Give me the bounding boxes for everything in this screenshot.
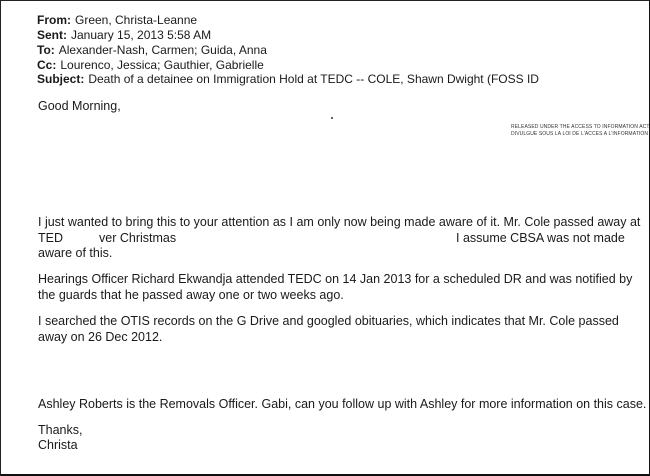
subject-value: Death of a detainee on Immigration Hold at TEDC -- COLE, Shawn Dwight (FOSS ID (88, 72, 539, 86)
paragraph-2-line-1: Hearings Officer Richard Ekwandja attended TEDC on 14 Jan 2013 for a scheduled DR and was notified by (38, 272, 633, 286)
paragraph-3-line-1: I searched the OTIS records on the G Drive and googled obituaries, which indicates that Mr. Cole passed (38, 314, 619, 328)
subject-label: Subject: (37, 72, 85, 86)
signature: Christa (38, 438, 78, 452)
to-value: Alexander-Nash, Carmen; Guida, Anna (58, 43, 267, 57)
cc-label: Cc: (37, 58, 57, 72)
paragraph-1-line-1: I just wanted to bring this to your attention as I am only now being made aware of it. Mr. Cole passed away at (38, 215, 641, 229)
paragraph-4: Ashley Roberts is the Removals Officer. Gabi, can you follow up with Ashley for more information on this case. (38, 397, 647, 411)
paragraph-2-line-2: the guards that he passed away one or two weeks ago. (38, 288, 344, 302)
subject-row (37, 72, 539, 87)
cc-row (37, 58, 264, 73)
to-label: To: (37, 43, 55, 57)
signoff: Thanks, (38, 423, 83, 437)
from-value: Green, Christa-Leanne (75, 13, 198, 27)
cc-value: Lourenco, Jessica; Gauthier, Gabrielle (60, 58, 264, 72)
paragraph-1-line-3: aware of this. (38, 246, 113, 260)
greeting: Good Morning, (38, 99, 121, 113)
sent-value: January 15, 2013 5:58 AM (71, 28, 212, 42)
paragraph-1-line-2a: TED (38, 231, 63, 245)
paragraph-1-line-2b: ver Christmas (99, 231, 177, 245)
release-stamp (511, 124, 650, 137)
scan-speck (331, 117, 333, 119)
to-row (37, 43, 267, 58)
sent-label: Sent: (37, 28, 67, 42)
stamp-line-1: RELEASED UNDER THE ACCESS TO INFORMATION ACT (511, 124, 650, 130)
from-row (37, 13, 197, 28)
paragraph-1-line-2c: I assume CBSA was not made (456, 231, 625, 245)
stamp-line-2: DIVULGUE SOUS LA LOI DE L'ACCES A L'INFORMATION (511, 130, 649, 137)
from-label: From: (37, 13, 71, 27)
sent-row (37, 28, 211, 43)
paragraph-3-line-2: away on 26 Dec 2012. (38, 330, 163, 344)
